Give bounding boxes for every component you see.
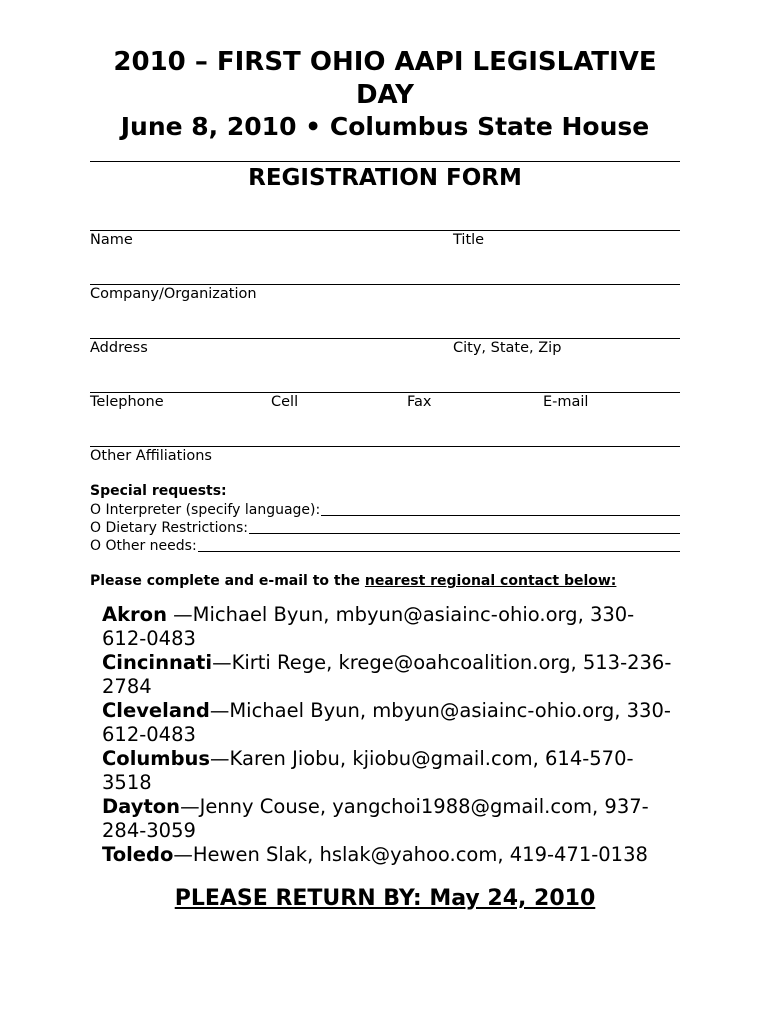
contact-numbers-field-line[interactable] xyxy=(90,392,680,393)
contact-akron xyxy=(102,603,674,651)
instructions-prefix: Please complete and e-mail to the xyxy=(90,573,365,589)
contact-details: —Hewen Slak, hslak@yahoo.com, 419-471-0138 xyxy=(173,843,648,866)
contact-details: —Michael Byun, mbyun@asiainc-ohio.org, 330-612-0483 xyxy=(102,699,671,746)
address-label: Address xyxy=(90,340,148,356)
other-needs-line[interactable] xyxy=(198,551,680,552)
instructions-underlined: nearest regional contact below: xyxy=(364,573,617,589)
contact-cleveland xyxy=(102,699,674,747)
contact-details: —Karen Jiobu, kjiobu@gmail.com, 614-570-3518 xyxy=(102,747,634,794)
page-title: 2010 – FIRST OHIO AAPI LEGISLATIVE DAY xyxy=(113,47,657,110)
name-label: Name xyxy=(90,232,133,248)
interpreter-request-line[interactable] xyxy=(321,515,680,516)
dietary-request-line[interactable] xyxy=(249,533,680,534)
contact-city: Cincinnati xyxy=(102,651,213,674)
contact-dayton xyxy=(102,795,674,843)
interpreter-request-label: O Interpreter (specify language): xyxy=(90,502,321,518)
telephone-label: Telephone xyxy=(90,394,164,410)
contact-details: —Michael Byun, mbyun@asiainc-ohio.org, 330-612-0483 xyxy=(102,603,635,650)
event-date-location: June 8, 2010 • Columbus State House xyxy=(120,112,650,141)
regional-contacts-list xyxy=(102,603,674,867)
address-field-line[interactable] xyxy=(90,338,680,339)
cell-label: Cell xyxy=(271,394,299,410)
contact-cincinnati xyxy=(102,651,674,699)
contact-toledo xyxy=(102,843,674,867)
interpreter-request-row[interactable] xyxy=(90,501,680,519)
other-needs-row[interactable] xyxy=(90,537,680,555)
title-label: Title xyxy=(453,232,485,248)
other-needs-label: O Other needs: xyxy=(90,538,197,554)
company-label: Company/Organization xyxy=(90,286,257,302)
return-deadline: PLEASE RETURN BY: May 24, 2010 xyxy=(174,886,596,911)
email-label: E-mail xyxy=(543,394,589,410)
contact-city: Dayton xyxy=(102,795,181,818)
submission-instructions xyxy=(90,572,616,590)
dietary-request-row[interactable] xyxy=(90,519,680,537)
name-title-field-line[interactable] xyxy=(90,230,680,231)
contact-city: Akron xyxy=(102,603,167,626)
contact-city: Toledo xyxy=(102,843,174,866)
contact-city: Columbus xyxy=(102,747,211,770)
contact-columbus xyxy=(102,747,674,795)
special-requests-heading: Special requests: xyxy=(90,483,227,499)
dietary-request-label: O Dietary Restrictions: xyxy=(90,520,248,536)
contact-city: Cleveland xyxy=(102,699,210,722)
city-state-zip-label: City, State, Zip xyxy=(453,340,562,356)
contact-details: —Jenny Couse, yangchoi1988@gmail.com, 937-284-3059 xyxy=(102,795,649,842)
contact-details: —Kirti Rege, krege@oahcoalition.org, 513-236-2784 xyxy=(102,651,672,698)
form-title: REGISTRATION FORM xyxy=(248,165,522,191)
header-divider xyxy=(90,161,680,162)
other-affiliations-label: Other Affiliations xyxy=(90,448,212,464)
fax-label: Fax xyxy=(407,394,432,410)
